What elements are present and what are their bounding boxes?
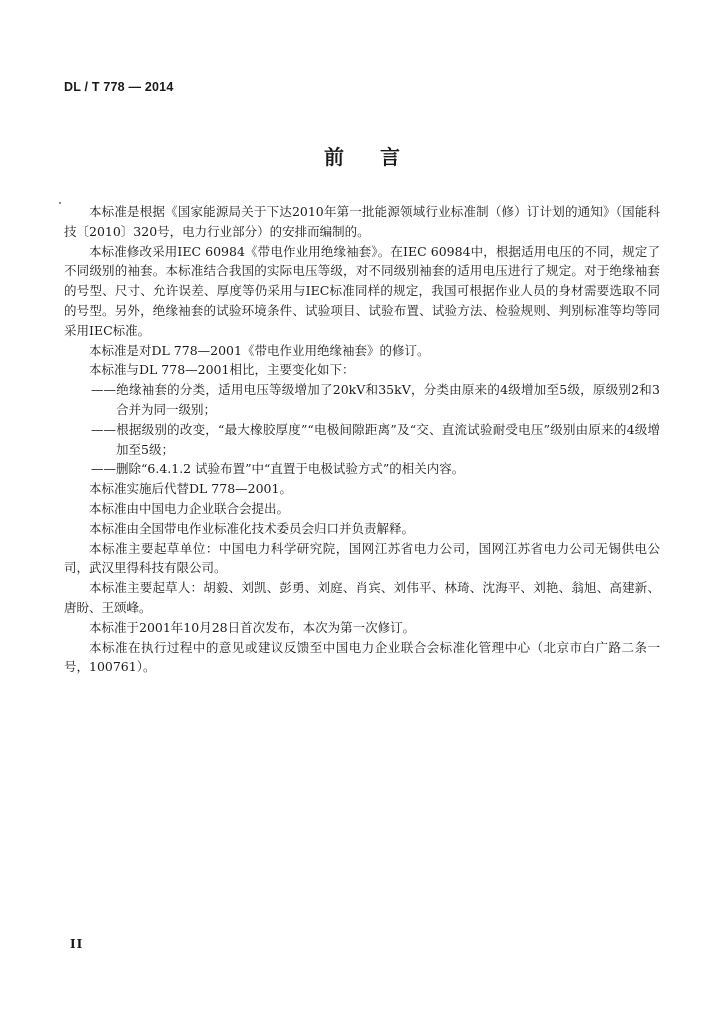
paragraph-history: 本标准于2001年10月28日首次发布，本次为第一次修订。	[89, 619, 416, 635]
paragraph-adoption: 本标准修改采用IEC 60984《带电作业用绝缘袖套》。在IEC 60984中，根据适用电压的不同，规定了不同级别的袖套。本标准结合我国的实际电压等级，对不同级别袖套的适用电压进行了规定。对于绝缘袖套的号型、尺寸、允许误差、厚度等仍采用与IEC标准同样的规定，我国可根据作业人员的身材需要选取不同的号型。另外，绝缘袖套的试验环境条件、试验项目、试验布置、试验方法、检验规则、判别标准等均等同采用IEC标准。	[64, 243, 660, 338]
page-number: II	[70, 937, 84, 951]
page-title: 前言	[324, 145, 436, 169]
paragraph-plan: 本标准是根据《国家能源局关于下达2010年第一批能源领域行业标准制（修）订计划的通知》（国能科技〔2010〕320号，电力行业部分）的安排而编制的。	[64, 204, 660, 239]
paragraph-feedback: 本标准在执行过程中的意见或建议反馈至中国电力企业联合会标准化管理中心（北京市白广路二条一号，100761）。	[64, 639, 660, 675]
scan-speck	[59, 202, 61, 204]
paragraph-drafting-units: 本标准主要起草单位：中国电力科学研究院，国网江苏省电力公司，国网江苏省电力公司无锡供电公司，武汉里得科技有限公司。	[64, 540, 660, 576]
paragraph-proposer: 本标准由中国电力企业联合会提出。	[89, 500, 290, 516]
paragraph-committee: 本标准由全国带电作业标准化技术委员会归口并负责解释。	[89, 520, 415, 536]
paragraph-revision: 本标准是对DL 778—2001《带电作业用绝缘袖套》的修订。	[89, 342, 430, 358]
paragraph-drafters: 本标准主要起草人：胡毅、刘凯、彭勇、刘庭、肖宾、刘伟平、林琦、沈海平、刘艳、翁旭、高建新、唐盼、王颂峰。	[64, 580, 660, 615]
document-code: DL / T 778 — 2014	[64, 80, 174, 94]
change-item: ——绝缘袖套的分类，适用电压等级增加了20kV和35kV，分类由原来的4级增加至5级，原级别2和3合并为同一级别；	[91, 382, 660, 417]
foreword-body	[64, 202, 660, 677]
paragraph-replaces: 本标准实施后代替DL 778—2001。	[89, 481, 292, 497]
paragraph-changes-intro: 本标准与DL 778—2001相比，主要变化如下：	[89, 362, 355, 378]
change-item: ——删除“6.4.1.2 试验布置”中“直置于电极试验方式”的相关内容。	[91, 461, 465, 477]
change-item: ——根据级别的改变，“最大橡胶厚度”“电极间隙距离”及“交、直流试验耐受电压”级别由原来的4级增加至5级；	[91, 421, 660, 457]
